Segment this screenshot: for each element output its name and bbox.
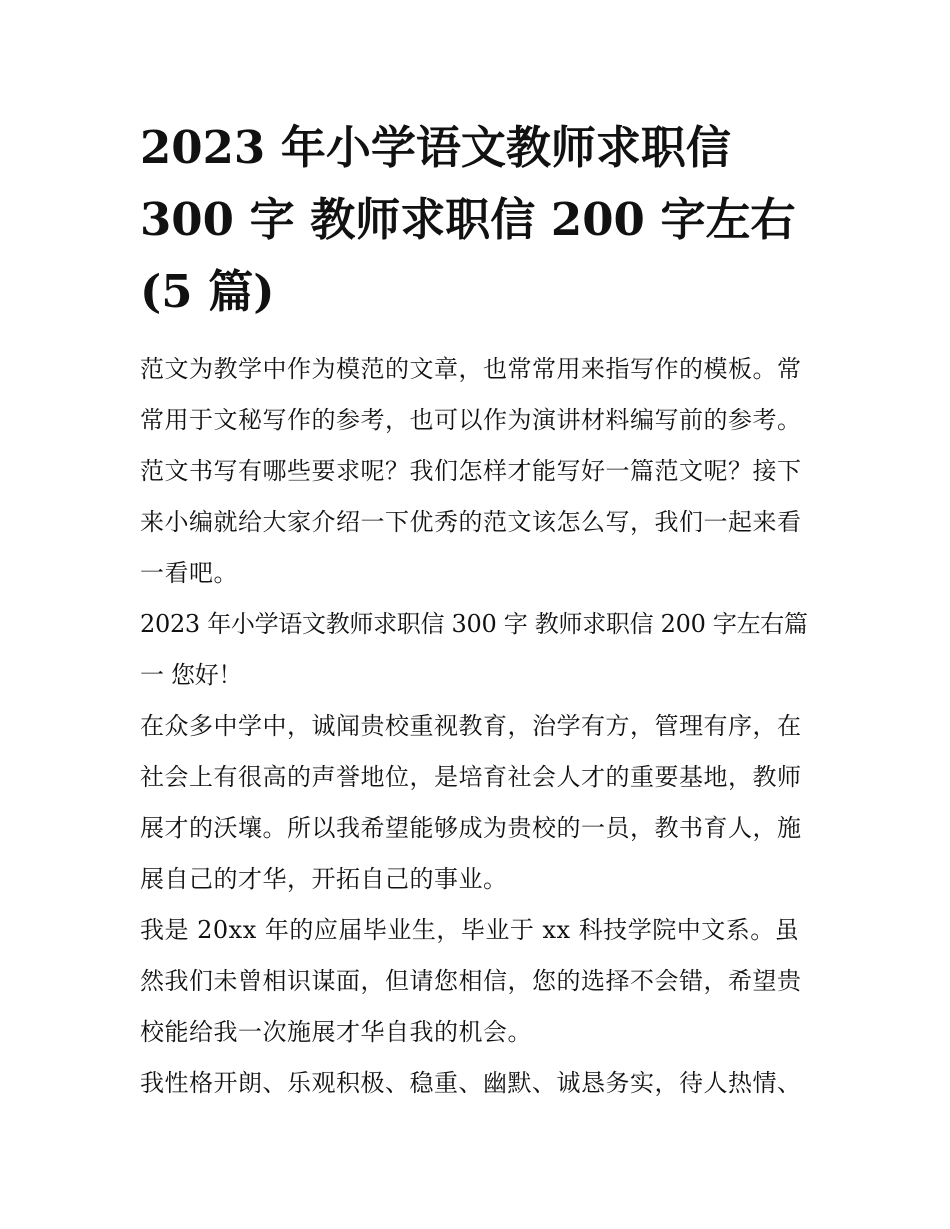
document-content [140,112,815,1109]
body-paragraph: 我性格开朗、乐观积极、稳重、幽默、诚恳务实，待人热情、 [140,1069,802,1097]
section-heading-paragraph: 2023 年小学语文教师求职信 300 字 教师求职信 200 字左右篇一 您好！ [140,610,808,689]
body-paragraph: 我是 20xx 年的应届毕业生，毕业于 xx 科技学院中文系。虽然我们未曾相识谋面，但请您相信，您的选择不会错，希望贵校能给我一次施展才华自我的机会。 [140,916,802,1046]
title-line-2: 300 字 教师求职信 200 字左右 [140,193,796,246]
document-title [140,112,815,328]
title-line-3: (5 篇) [140,265,275,318]
intro-paragraph: 范文为教学中作为模范的文章，也常常用来指写作的模板。常常用于文秘写作的参考，也可以作为演讲材料编写前的参考。范文书写有哪些要求呢？我们怎样才能写好一篇范文呢？接下来小编就给大家介绍一下优秀的范文该怎么写，我们一起来看一看吧。 [140,355,802,587]
body-paragraph: 在众多中学中，诚闻贵校重视教育，治学有方，管理有序，在社会上有很高的声誉地位，是培育社会人才的重要基地，教师展才的沃壤。所以我希望能够成为贵校的一员，教书育人，施展自己的才华，开拓自己的事业。 [140,712,802,893]
title-line-1: 2023 年小学语文教师求职信 [140,121,731,174]
